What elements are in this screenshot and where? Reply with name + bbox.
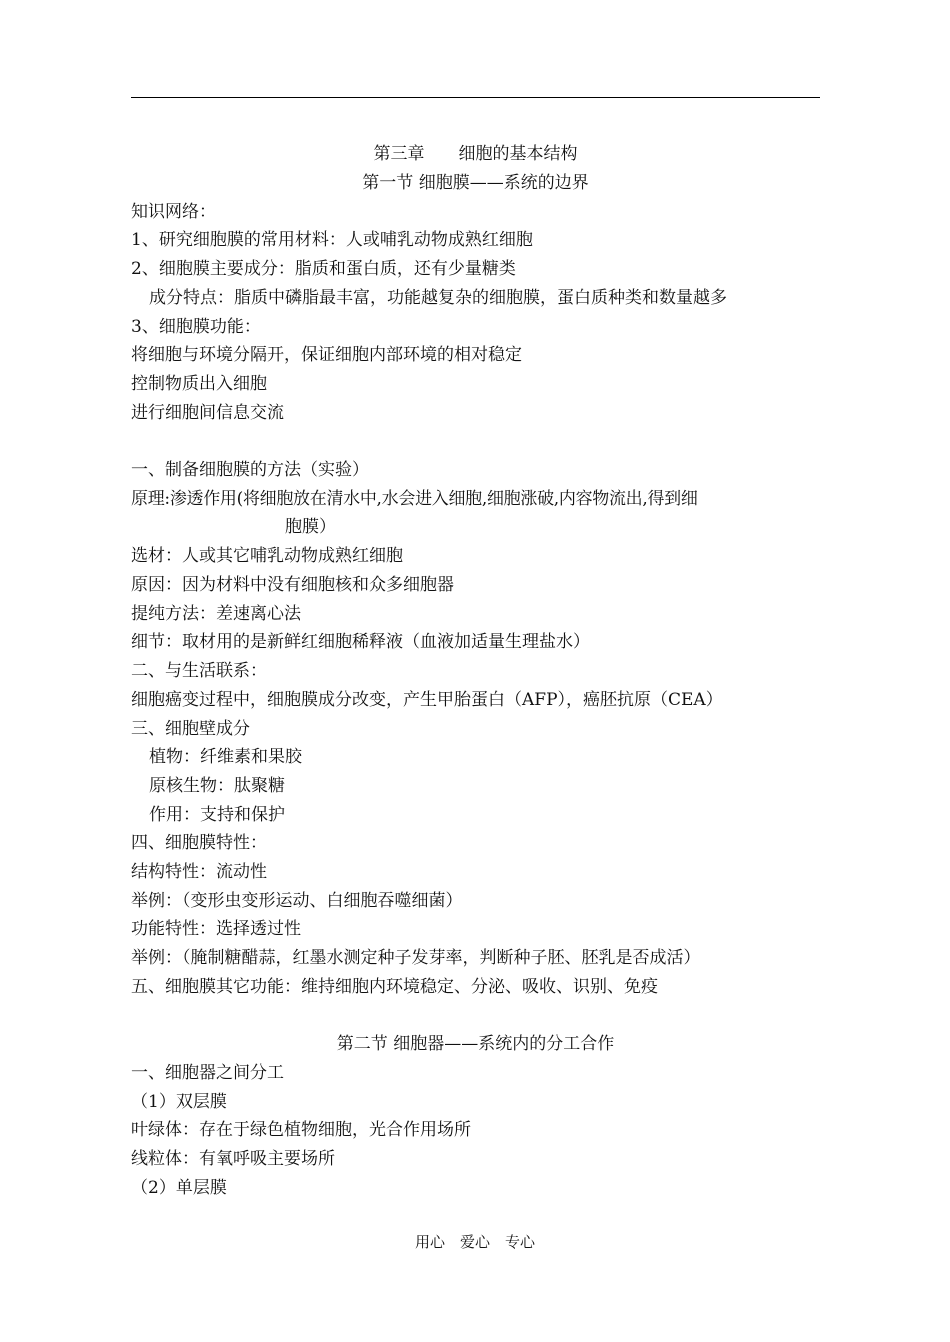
text-line: 知识网络： bbox=[131, 202, 216, 222]
text-line: 作用：支持和保护 bbox=[149, 805, 285, 825]
text-line: 提纯方法：差速离心法 bbox=[131, 604, 301, 624]
text-line: 胞膜） bbox=[285, 517, 336, 537]
heading-4: 四、细胞膜特性： bbox=[131, 833, 267, 853]
text-line: 原因：因为材料中没有细胞核和众多细胞器 bbox=[131, 575, 454, 595]
header-rule bbox=[131, 97, 820, 98]
text-line: 举例：（腌制糖醋蒜，红墨水测定种子发芽率，判断种子胚、胚乳是否成活） bbox=[131, 948, 701, 968]
page-footer: 用心 爱心 专心 bbox=[414, 1233, 535, 1251]
text-line: 功能特性：选择透过性 bbox=[131, 919, 301, 939]
text-line: （2）单层膜 bbox=[131, 1178, 227, 1198]
section1-title: 第一节 细胞膜——系统的边界 bbox=[362, 173, 589, 193]
text-line: 1、研究细胞膜的常用材料：人或哺乳动物成熟红细胞 bbox=[131, 230, 533, 250]
chapter-title: 第三章 细胞的基本结构 bbox=[373, 144, 578, 164]
text-line: 2、细胞膜主要成分：脂质和蛋白质，还有少量糖类 bbox=[131, 259, 516, 279]
text-line: 成分特点：脂质中磷脂最丰富，功能越复杂的细胞膜，蛋白质种类和数量越多 bbox=[149, 288, 727, 308]
text-line: 细胞癌变过程中，细胞膜成分改变，产生甲胎蛋白（AFP），癌胚抗原（CEA） bbox=[131, 690, 723, 710]
text-line: 将细胞与环境分隔开，保证细胞内部环境的相对稳定 bbox=[131, 345, 522, 365]
text-line: 结构特性：流动性 bbox=[131, 862, 267, 882]
text-line: 控制物质出入细胞 bbox=[131, 374, 267, 394]
heading-3: 三、细胞壁成分 bbox=[131, 719, 250, 739]
text-line: 细节：取材用的是新鲜红细胞稀释液（血液加适量生理盐水） bbox=[131, 632, 590, 652]
text-line: 植物：纤维素和果胶 bbox=[149, 747, 302, 767]
heading-6: 一、细胞器之间分工 bbox=[131, 1063, 284, 1083]
text-line: （1）双层膜 bbox=[131, 1092, 227, 1112]
text-line: 原理:渗透作用(将细胞放在清水中,水会进入细胞,细胞涨破,内容物流出,得到细 bbox=[131, 489, 698, 509]
text-line: 3、细胞膜功能： bbox=[131, 317, 261, 337]
heading-1: 一、制备细胞膜的方法（实验） bbox=[131, 460, 369, 480]
text-line: 线粒体：有氧呼吸主要场所 bbox=[131, 1149, 335, 1169]
text-line: 选材：人或其它哺乳动物成熟红细胞 bbox=[131, 546, 403, 566]
text-line: 原核生物：肽聚糖 bbox=[149, 776, 285, 796]
text-line: 举例：（变形虫变形运动、白细胞吞噬细菌） bbox=[131, 891, 463, 911]
text-line: 进行细胞间信息交流 bbox=[131, 403, 284, 423]
section2-title: 第二节 细胞器——系统内的分工合作 bbox=[336, 1034, 615, 1054]
heading-2: 二、与生活联系： bbox=[131, 661, 267, 681]
heading-5: 五、细胞膜其它功能：维持细胞内环境稳定、分泌、吸收、识别、免疫 bbox=[131, 977, 658, 997]
text-line: 叶绿体：存在于绿色植物细胞，光合作用场所 bbox=[131, 1120, 471, 1140]
